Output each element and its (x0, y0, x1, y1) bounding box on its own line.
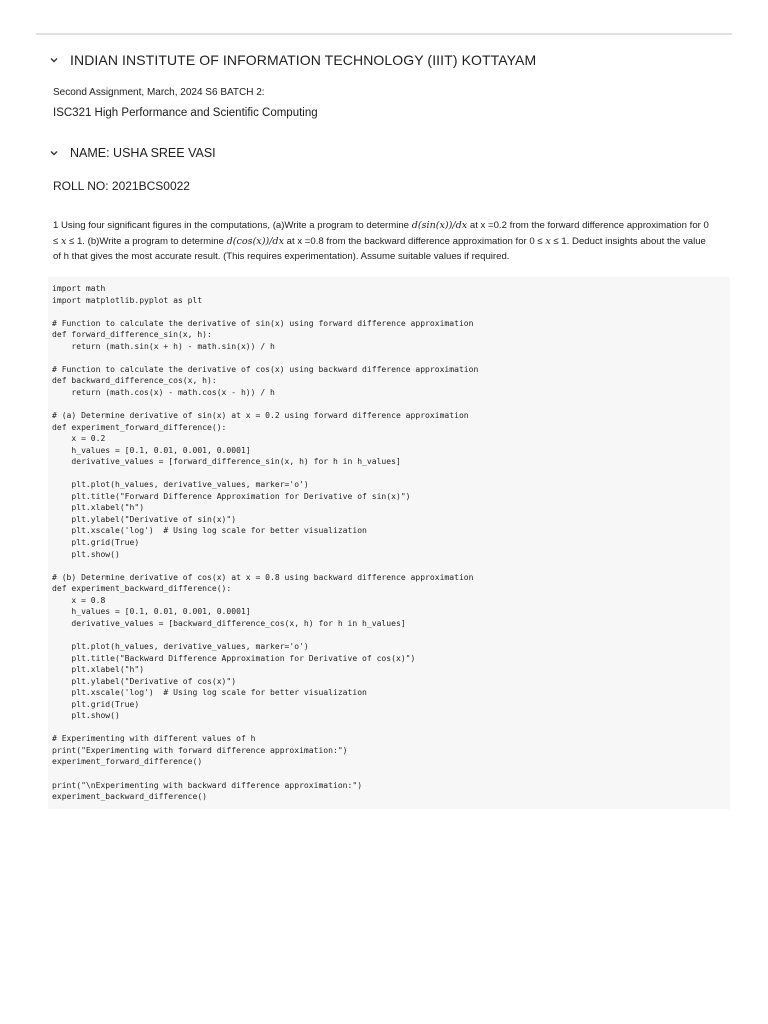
institute-title: INDIAN INSTITUTE OF INFORMATION TECHNOLOGY (IIIT) KOTTAYAM (70, 52, 537, 68)
math-expression: d(cos(x))/dx (226, 235, 284, 247)
question-text (53, 218, 715, 265)
question-text-part: ≤ 1. (b)Write a program to determine (66, 235, 227, 247)
chevron-down-icon[interactable] (48, 147, 60, 159)
math-variable: x (545, 235, 551, 247)
chevron-down-icon[interactable] (48, 54, 60, 66)
section-heading-name[interactable] (48, 146, 216, 160)
section-heading-institute[interactable] (48, 52, 536, 68)
roll-number: ROLL NO: 2021BCS0022 (53, 179, 190, 193)
question-text-part: at x =0.8 from the backward difference approximation for 0 ≤ (284, 235, 546, 247)
math-expression: d(sin(x))/dx (411, 220, 468, 231)
assignment-line: Second Assignment, March, 2024 S6 BATCH 2: (53, 87, 265, 98)
code-cell[interactable] (48, 277, 730, 809)
student-name-heading: NAME: USHA SREE VASI (70, 146, 216, 160)
question-text-part: ≤ 1. Deduct insights about the value of h that gives the most accurate result. (This requires experimentation). Assume suitable values if required. (53, 235, 706, 263)
top-divider (36, 33, 732, 35)
code-content: import math import matplotlib.pyplot as plt # Function to calculate the derivative of sin(x) using forward difference approximation def forward_difference_sin(x, h): return (math.sin(x + h) - math.sin(x)) / h # Function to calculate the derivative of cos(x) using backward difference approximation def backward_difference_cos(x, h): return (math.cos(x) - math.cos(x - h)) / h # (a) Determine derivative of sin(x) at x = 0.2 using forward difference approximation def experiment_forward_difference(): x = 0.2 h_values = [0.1, 0.01, 0.001, 0.0001] derivative_values = [forward_difference_sin(x, h) for h in h_values] plt.plot(h_values, derivative_values, marker='o') plt.title("Forward Difference Approximation for Derivative of sin(x)") plt.xlabel("h") plt.ylabel("Derivative of sin(x)") plt.xscale('log') # Using log scale for better visualization plt.grid(True) plt.show() # (b) Determine derivative of cos(x) at x = 0.8 using backward difference approximation def experiment_backward_difference(): x = 0.8 h_values = [0.1, 0.01, 0.001, 0.0001] derivative_values = [backward_difference_cos(x, h) for h in h_values] plt.plot(h_values, derivative_values, marker='o') plt.title("Backward Difference Approximation for Derivative of cos(x)") plt.xlabel("h") plt.ylabel("Derivative of cos(x)") plt.xscale('log') # Using log scale for better visualization plt.grid(True) plt.show() # Experimenting with different values of h print("Experimenting with forward difference approximation:") experiment_forward_difference() print("\nExperimenting with backward difference approximation:") experiment_backward_difference() (52, 284, 479, 802)
course-line: ISC321 High Performance and Scientific Computing (53, 107, 318, 119)
math-variable: x (60, 235, 67, 247)
question-text-part: 1 Using four significant figures in the computations, (a)Write a program to determine (53, 220, 412, 231)
question-text-part: at x =0.2 from the forward difference approximation for 0 ≤ (53, 220, 709, 247)
